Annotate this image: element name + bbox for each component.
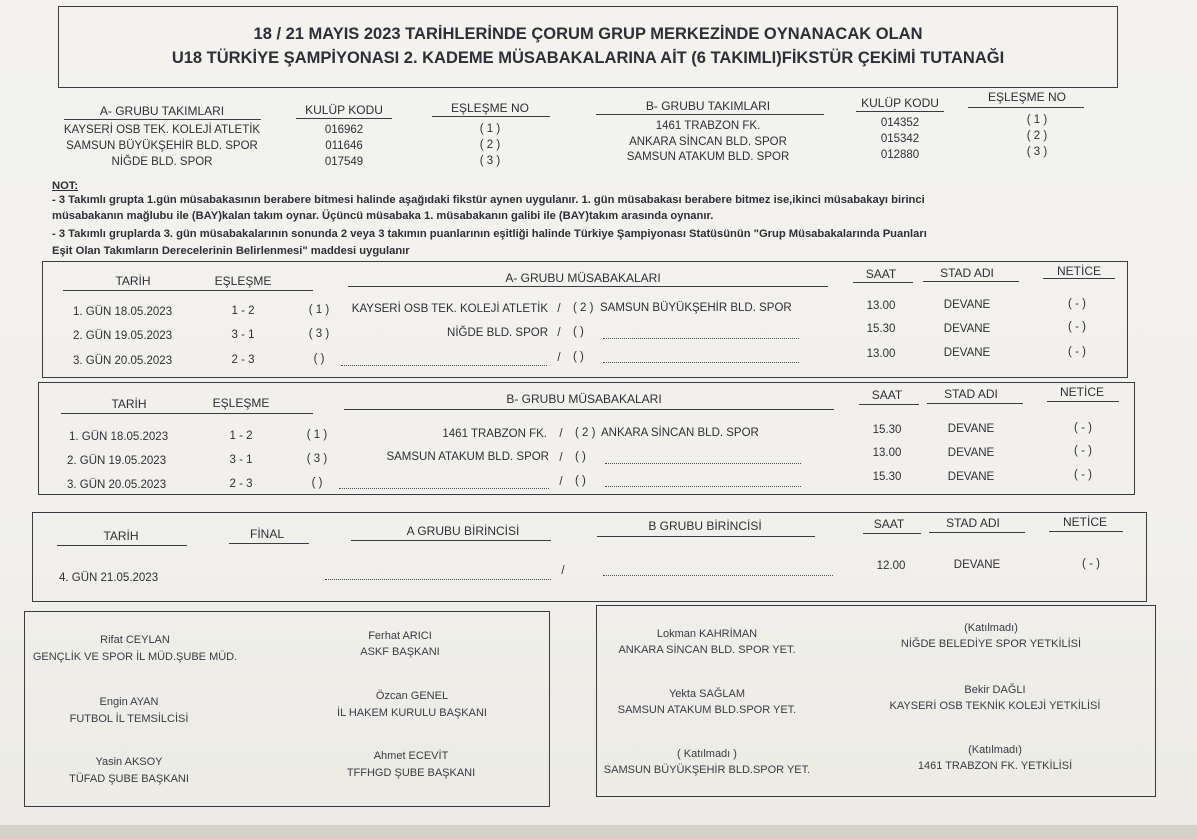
fixture-a-row-1-no1: ( 1 ) bbox=[308, 304, 330, 316]
divider bbox=[61, 413, 313, 414]
fixture-b-row-3-pair: 2 - 3 bbox=[229, 478, 253, 490]
signature-name: (Katılmadı) bbox=[964, 622, 1018, 634]
fixture-b-row-1-no1: ( 1 ) bbox=[306, 429, 328, 441]
divider bbox=[344, 409, 834, 410]
signature-title: FUTBOL İL TEMSİLCİSİ bbox=[69, 713, 189, 725]
fixture-b-row-2-sep: / bbox=[559, 452, 563, 464]
fixture-a-box bbox=[42, 261, 1128, 378]
group-b-team-2: ANKARA SİNCAN BLD. SPOR bbox=[629, 136, 787, 148]
divider bbox=[348, 286, 828, 287]
fixture-b-row-2-no2: ( ) bbox=[575, 451, 586, 463]
note-line-1: - 3 Takımlı grupta 1.gün müsabakasının berabere bitmesi halinde aşağıdaki fikstür aynen uygulanır. 1. gün müsabakası berabere bitmez ise,ikinci müsabakayı birinci bbox=[52, 194, 925, 206]
fixture-b-row-1-time: 15.30 bbox=[872, 424, 902, 436]
fixture-a-row-1-stadium: DEVANE bbox=[943, 299, 991, 311]
signature-title: 1461 TRABZON FK. YETKİLİSİ bbox=[917, 760, 1073, 772]
fixture-a-row-1-result: ( - ) bbox=[1068, 298, 1086, 310]
fixture-a-row-2-stadium: DEVANE bbox=[943, 323, 991, 335]
signatures-right-box bbox=[596, 605, 1156, 797]
fixture-b-row-3-blank2 bbox=[605, 486, 801, 487]
fixture-a-row-3-sep: / bbox=[557, 352, 561, 364]
fixture-b-row-3-blank1 bbox=[339, 488, 549, 489]
divider bbox=[57, 545, 187, 546]
fixture-b-row-2-blank bbox=[605, 463, 801, 464]
signature-name: Bekir DAĞLI bbox=[964, 684, 1026, 696]
divider bbox=[1047, 401, 1119, 402]
fixture-a-row-2-pair: 3 - 1 bbox=[231, 329, 255, 341]
divider bbox=[927, 403, 1023, 404]
signature-title: NİĞDE BELEDİYE SPOR YETKİLİSİ bbox=[900, 638, 1082, 650]
divider bbox=[929, 532, 1025, 533]
fixture-a-row-3-stadium: DEVANE bbox=[943, 347, 991, 359]
fixture-a-row-2-date: 2. GÜN 19.05.2023 bbox=[73, 330, 173, 342]
fixture-a-row-2-result: ( - ) bbox=[1068, 321, 1086, 333]
signature-name: Lokman KAHRİMAN bbox=[656, 628, 758, 640]
fixture-b-row-3-sep: / bbox=[559, 476, 563, 488]
signature-title: SAMSUN BÜYÜKŞEHİR BLD.SPOR YET. bbox=[603, 764, 811, 776]
group-b-team-3: SAMSUN ATAKUM BLD. SPOR bbox=[626, 151, 790, 163]
signature-name: Engin AYAN bbox=[99, 696, 159, 708]
divider bbox=[968, 107, 1084, 108]
divider bbox=[229, 543, 309, 544]
fixture-a-row-2-team1: NİĞDE BLD. SPOR bbox=[447, 327, 548, 339]
fixture-a-row-1-sep: / bbox=[557, 303, 561, 315]
signature-title: İL HAKEM KURULU BAŞKANI bbox=[337, 707, 487, 719]
group-a-team-3: NİĞDE BLD. SPOR bbox=[111, 156, 213, 168]
divider bbox=[597, 536, 815, 537]
final-date-header: TARİH bbox=[103, 529, 139, 543]
signature-title: GENÇLİK VE SPOR İL MÜD.ŞUBE MÜD. bbox=[32, 651, 238, 663]
divider bbox=[64, 119, 261, 120]
group-b-matchno-header: EŞLEŞME NO bbox=[987, 90, 1067, 104]
fixture-b-result-header: NETİCE bbox=[1059, 385, 1105, 399]
fixture-b-date-header: TARİH bbox=[111, 397, 147, 411]
fixture-a-stadium-header: STAD ADI bbox=[940, 266, 994, 280]
note-line-3: - 3 Takımlı gruplarda 3. gün müsabakalarının sonunda 2 veya 3 takımın puanlarının eşitliği halinde Türkiye Şampiyonası Statüsünün "Grup Müsabakalarında Puanları bbox=[52, 228, 927, 240]
group-b-teams-header: B- GRUBU TAKIMLARI bbox=[645, 99, 771, 113]
title-line-1: 18 / 21 MAYIS 2023 TARİHLERİNDE ÇORUM GRUP MERKEZİNDE OYNANACAK OLAN bbox=[253, 25, 923, 43]
signature-name: Yasin AKSOY bbox=[95, 756, 163, 768]
fixture-a-row-2-blank bbox=[603, 338, 799, 339]
final-stadium: DEVANE bbox=[953, 559, 1001, 571]
fixture-a-row-3-no1: ( ) bbox=[313, 353, 325, 365]
fixture-b-match-header: EŞLEŞME bbox=[212, 396, 270, 410]
fixture-b-row-3-date: 3. GÜN 20.05.2023 bbox=[67, 479, 167, 491]
fixture-a-row-1-pair: 1 - 2 bbox=[231, 305, 255, 317]
title-line-2: U18 TÜRKİYE ŞAMPİYONASI 2. KADEME MÜSABAKALARINA AİT (6 TAKIMLI)FİKSTÜR ÇEKİMİ TUTANAĞI bbox=[171, 49, 1005, 67]
group-b-no-3: ( 3 ) bbox=[1026, 146, 1048, 158]
divider bbox=[63, 290, 313, 291]
divider bbox=[296, 118, 392, 119]
fixture-a-row-3-blank2 bbox=[603, 362, 799, 363]
fixture-b-row-2-pair: 3 - 1 bbox=[229, 454, 253, 466]
group-a-code-header: KULÜP KODU bbox=[305, 103, 383, 117]
divider bbox=[1049, 531, 1123, 532]
divider bbox=[1043, 278, 1115, 279]
fixture-b-row-3-time: 15.30 bbox=[872, 471, 902, 483]
signature-name: ( Katılmadı ) bbox=[677, 748, 737, 760]
group-b-team-1: 1461 TRABZON FK. bbox=[655, 120, 761, 132]
divider bbox=[859, 404, 919, 405]
signature-title: KAYSERİ OSB TEKNİK KOLEJİ YETKİLİSİ bbox=[889, 700, 1101, 712]
note-line-4: Eşit Olan Takımların Derecelerinin Belirlenmesi" maddesi uygulanır bbox=[52, 245, 410, 257]
fixture-a-row-1-team1: KAYSERİ OSB TEK. KOLEJİ ATLETİK bbox=[351, 303, 548, 315]
fixture-b-row-1-team1: 1461 TRABZON FK. bbox=[442, 428, 547, 440]
fixture-a-row-2-time: 15.30 bbox=[866, 323, 896, 335]
fixture-b-row-2-result: ( - ) bbox=[1074, 445, 1092, 457]
signature-name: Ahmet ECEVİT bbox=[373, 750, 449, 762]
group-a-team-2: SAMSUN BÜYÜKŞEHİR BLD. SPOR bbox=[66, 140, 258, 152]
fixture-b-row-1-stadium: DEVANE bbox=[947, 423, 995, 435]
signature-title: SAMSUN ATAKUM BLD.SPOR YET. bbox=[617, 704, 797, 716]
final-date: 4. GÜN 21.05.2023 bbox=[59, 572, 159, 584]
final-time: 12.00 bbox=[876, 560, 906, 572]
fixture-a-row-3-pair: 2 - 3 bbox=[231, 354, 255, 366]
divider bbox=[853, 282, 913, 283]
fixture-b-row-1-no2: ( 2 ) bbox=[575, 427, 596, 439]
fixture-a-row-1-team2: SAMSUN BÜYÜKŞEHİR BLD. SPOR bbox=[600, 302, 792, 314]
signature-name: Özcan GENEL bbox=[375, 690, 449, 702]
final-sep: / bbox=[561, 565, 565, 577]
final-stadium-header: STAD ADI bbox=[946, 516, 1000, 530]
final-result: ( - ) bbox=[1082, 558, 1100, 570]
group-a-no-3: ( 3 ) bbox=[479, 155, 501, 167]
group-a-teams-header: A- GRUBU TAKIMLARI bbox=[99, 104, 225, 118]
fixture-b-row-3-no2: ( ) bbox=[575, 475, 586, 487]
signatures-left-box bbox=[24, 611, 550, 807]
fixture-a-row-1-time: 13.00 bbox=[866, 300, 896, 312]
final-a-first-header: A GRUBU BİRİNCİSİ bbox=[406, 524, 520, 538]
note-line-2: müsabakanın mağlubu ile (BAY)kalan takım oynar. Üçüncü müsabaka 1. müsabakanın galibi ile (BAY)takım arasında oynanır. bbox=[52, 210, 714, 222]
fixture-a-row-2-no2: ( ) bbox=[573, 326, 584, 338]
group-a-code-2: 011646 bbox=[325, 140, 363, 152]
fixture-b-box bbox=[38, 382, 1135, 495]
group-b-no-1: ( 1 ) bbox=[1026, 114, 1048, 126]
fixture-a-row-1-date: 1. GÜN 18.05.2023 bbox=[73, 306, 173, 318]
fixture-b-row-2-stadium: DEVANE bbox=[947, 447, 995, 459]
fixture-a-result-header: NETİCE bbox=[1056, 264, 1102, 278]
divider bbox=[432, 116, 550, 117]
fixture-b-row-3-no1: ( ) bbox=[311, 477, 323, 489]
final-b-first-header: B GRUBU BİRİNCİSİ bbox=[648, 519, 762, 533]
fixture-b-stadium-header: STAD ADI bbox=[944, 387, 998, 401]
group-b-code-2: 015342 bbox=[880, 133, 920, 145]
fixture-b-row-2-time: 13.00 bbox=[872, 447, 902, 459]
fixture-a-time-header: SAAT bbox=[865, 267, 897, 281]
fixture-a-title: A- GRUBU MÜSABAKALARI bbox=[505, 271, 661, 285]
signature-name: Ferhat ARICI bbox=[368, 630, 432, 642]
signature-name: Rifat CEYLAN bbox=[100, 634, 170, 646]
fixture-a-row-3-no2: ( ) bbox=[573, 351, 584, 363]
fixture-b-row-1-result: ( - ) bbox=[1074, 422, 1092, 434]
group-a-no-1: ( 1 ) bbox=[479, 123, 501, 135]
group-b-code-1: 014352 bbox=[880, 117, 920, 129]
fixture-a-row-2-sep: / bbox=[557, 327, 561, 339]
group-a-no-2: ( 2 ) bbox=[479, 139, 501, 151]
fixture-b-row-2-date: 2. GÜN 19.05.2023 bbox=[67, 455, 167, 467]
fixture-b-row-1-sep: / bbox=[559, 428, 563, 440]
group-a-matchno-header: EŞLEŞME NO bbox=[450, 101, 530, 115]
signature-title: TÜFAD ŞUBE BAŞKANI bbox=[69, 773, 189, 785]
final-label-header: FİNAL bbox=[249, 527, 285, 541]
fixture-a-match-header: EŞLEŞME bbox=[214, 274, 272, 288]
fixture-a-row-3-time: 13.00 bbox=[866, 348, 896, 360]
group-a-code-1: 016962 bbox=[324, 124, 364, 136]
divider bbox=[596, 114, 824, 115]
signature-title: ASKF BAŞKANI bbox=[360, 646, 440, 658]
final-time-header: SAAT bbox=[873, 517, 905, 531]
fixture-b-row-2-team1: SAMSUN ATAKUM BLD. SPOR bbox=[386, 451, 549, 463]
fixture-b-row-1-date: 1. GÜN 18.05.2023 bbox=[69, 431, 169, 443]
fixture-b-title: B- GRUBU MÜSABAKALARI bbox=[506, 392, 662, 406]
divider bbox=[351, 540, 551, 541]
group-a-code-3: 017549 bbox=[324, 156, 364, 168]
fixture-a-date-header: TARİH bbox=[115, 274, 151, 288]
group-b-code-3: 012880 bbox=[880, 149, 920, 161]
divider bbox=[856, 111, 944, 112]
fixture-b-row-1-team2: ANKARA SİNCAN BLD. SPOR bbox=[601, 427, 759, 439]
final-result-header: NETİCE bbox=[1062, 515, 1108, 529]
note-label: NOT: bbox=[52, 180, 79, 192]
fixture-a-row-3-blank1 bbox=[341, 365, 547, 366]
signature-name: (Katılmadı) bbox=[968, 744, 1022, 756]
fixture-a-row-2-no1: ( 3 ) bbox=[308, 328, 330, 340]
fixture-b-row-3-stadium: DEVANE bbox=[947, 471, 995, 483]
group-b-no-2: ( 2 ) bbox=[1026, 130, 1048, 142]
title-box bbox=[58, 6, 1118, 88]
group-b-code-header: KULÜP KODU bbox=[861, 96, 939, 110]
group-a-team-1: KAYSERİ OSB TEK. KOLEJİ ATLETİK bbox=[63, 124, 261, 136]
signature-name: Yekta SAĞLAM bbox=[668, 688, 746, 700]
fixture-b-time-header: SAAT bbox=[871, 388, 903, 402]
fixture-b-row-3-result: ( - ) bbox=[1074, 469, 1092, 481]
final-box bbox=[32, 512, 1147, 602]
fixture-b-row-1-pair: 1 - 2 bbox=[229, 430, 253, 442]
fixture-b-row-2-no1: ( 3 ) bbox=[306, 453, 328, 465]
final-a-first-blank bbox=[325, 579, 551, 580]
fixture-a-row-3-result: ( - ) bbox=[1068, 346, 1086, 358]
divider bbox=[863, 533, 921, 534]
fixture-a-row-1-no2: ( 2 ) bbox=[573, 302, 594, 314]
signature-title: ANKARA SİNCAN BLD. SPOR YET. bbox=[618, 644, 796, 656]
divider bbox=[923, 281, 1019, 282]
signature-title: TFFHGD ŞUBE BAŞKANI bbox=[346, 767, 476, 779]
fixture-a-row-3-date: 3. GÜN 20.05.2023 bbox=[73, 355, 173, 367]
final-b-first-blank bbox=[603, 575, 833, 576]
